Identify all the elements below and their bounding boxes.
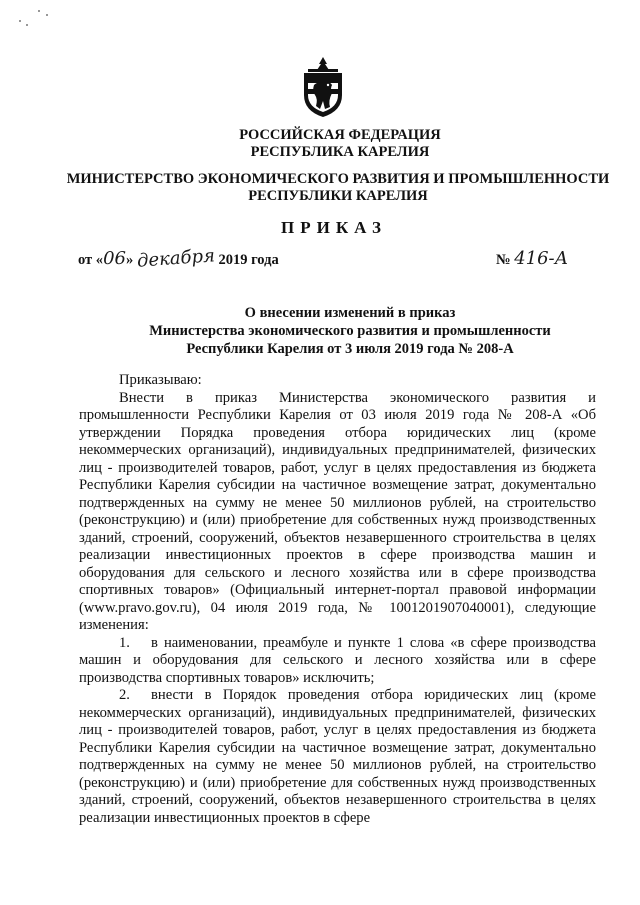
list-item	[79, 635, 596, 688]
intro-paragraph: Внести в приказ Министерства экономического развития и промышленности Республики Карелия от 03 июля 2019 года № 208-А «Об утверждении Порядка проведения отбора юридических лиц (кроме некоммерческих организаций), индивидуальных предпринимателей, физических лиц - производителей товаров, работ, услуг в целях предоставления из бюджета Республики Карелия субсидии на частичное возмещение затрат, документально подтвержденных на сумму не менее 50 миллионов рублей, на строительство (реконструкцию) и (или) приобретение для собственных нужд производственных зданий, строений, сооружений, объектов незавершенного строительства в целях реализации инвестиционных проектов в сфере производства машин и оборудования для сельского и лесного хозяйства или в сфере производства спортивных товаров» (Официальный интернет-портал правовой информации (www.pravo.gov.ru), 04 июля 2019 года, № 1001201907040001), следующие изменения:	[79, 389, 596, 633]
item-text: внести в Порядок проведения отбора юридических лиц (кроме некоммерческих организаций), индивидуальных предпринимателей, физических лиц - производителей товаров, работ, услуг в целях предоставления из бюджета Республики Карелия субсидии на частичное возмещение затрат, документально подтвержденных на сумму не менее 50 миллионов рублей, на строительство (реконструкцию) и (или) приобретение для собственных нужд производственных зданий, строений, сооружений, объектов незавершенного строительства в целях реализации инвестиционных проектов в сфере	[79, 687, 596, 826]
number-sign: №	[496, 252, 511, 268]
title-line2: Министерства экономического развития и промышленности	[149, 323, 551, 339]
date-month-handwritten: декабря	[136, 245, 216, 272]
date-quote-close: »	[125, 252, 134, 268]
date-day-handwritten: 06	[103, 248, 126, 269]
date-year: 2019 года	[218, 252, 279, 268]
item-number: 1.	[119, 634, 130, 651]
republic-name: РЕСПУБЛИКА КАРЕЛИЯ	[250, 144, 430, 160]
order-body	[79, 372, 596, 827]
list-item	[79, 687, 596, 827]
document-type: ПРИКАЗ	[281, 218, 387, 237]
title-line3: Республики Карелия от 3 июля 2019 года № 208-А	[186, 341, 514, 357]
federation-name: РОССИЙСКАЯ ФЕДЕРАЦИЯ	[239, 127, 441, 143]
date-prefix: от «	[78, 252, 104, 268]
item-number: 2.	[119, 687, 130, 703]
ministry-name-line1: МИНИСТЕРСТВО ЭКОНОМИЧЕСКОГО РАЗВИТИЯ И ПРОМЫШЛЕННОСТИ	[66, 171, 610, 187]
ministry-name-line2: РЕСПУБЛИКИ КАРЕЛИЯ	[248, 188, 428, 204]
item-text: в наименовании, преамбуле и пункте 1 слова «в сфере производства машин и оборудования для сельского и лесного хозяйства или в сфере производства спортивных товаров» исключить;	[79, 634, 596, 686]
ministry-block	[18, 171, 640, 205]
order-number-handwritten: 416-А	[514, 248, 569, 269]
header-federation-block	[20, 127, 640, 161]
title-line1: О внесении изменений в приказ	[244, 305, 456, 321]
scan-specks	[16, 8, 56, 28]
order-word: Приказываю:	[119, 372, 202, 388]
order-number	[496, 248, 568, 269]
order-title	[80, 304, 620, 358]
order-date	[78, 245, 279, 272]
coat-of-arms-emblem	[300, 55, 346, 119]
